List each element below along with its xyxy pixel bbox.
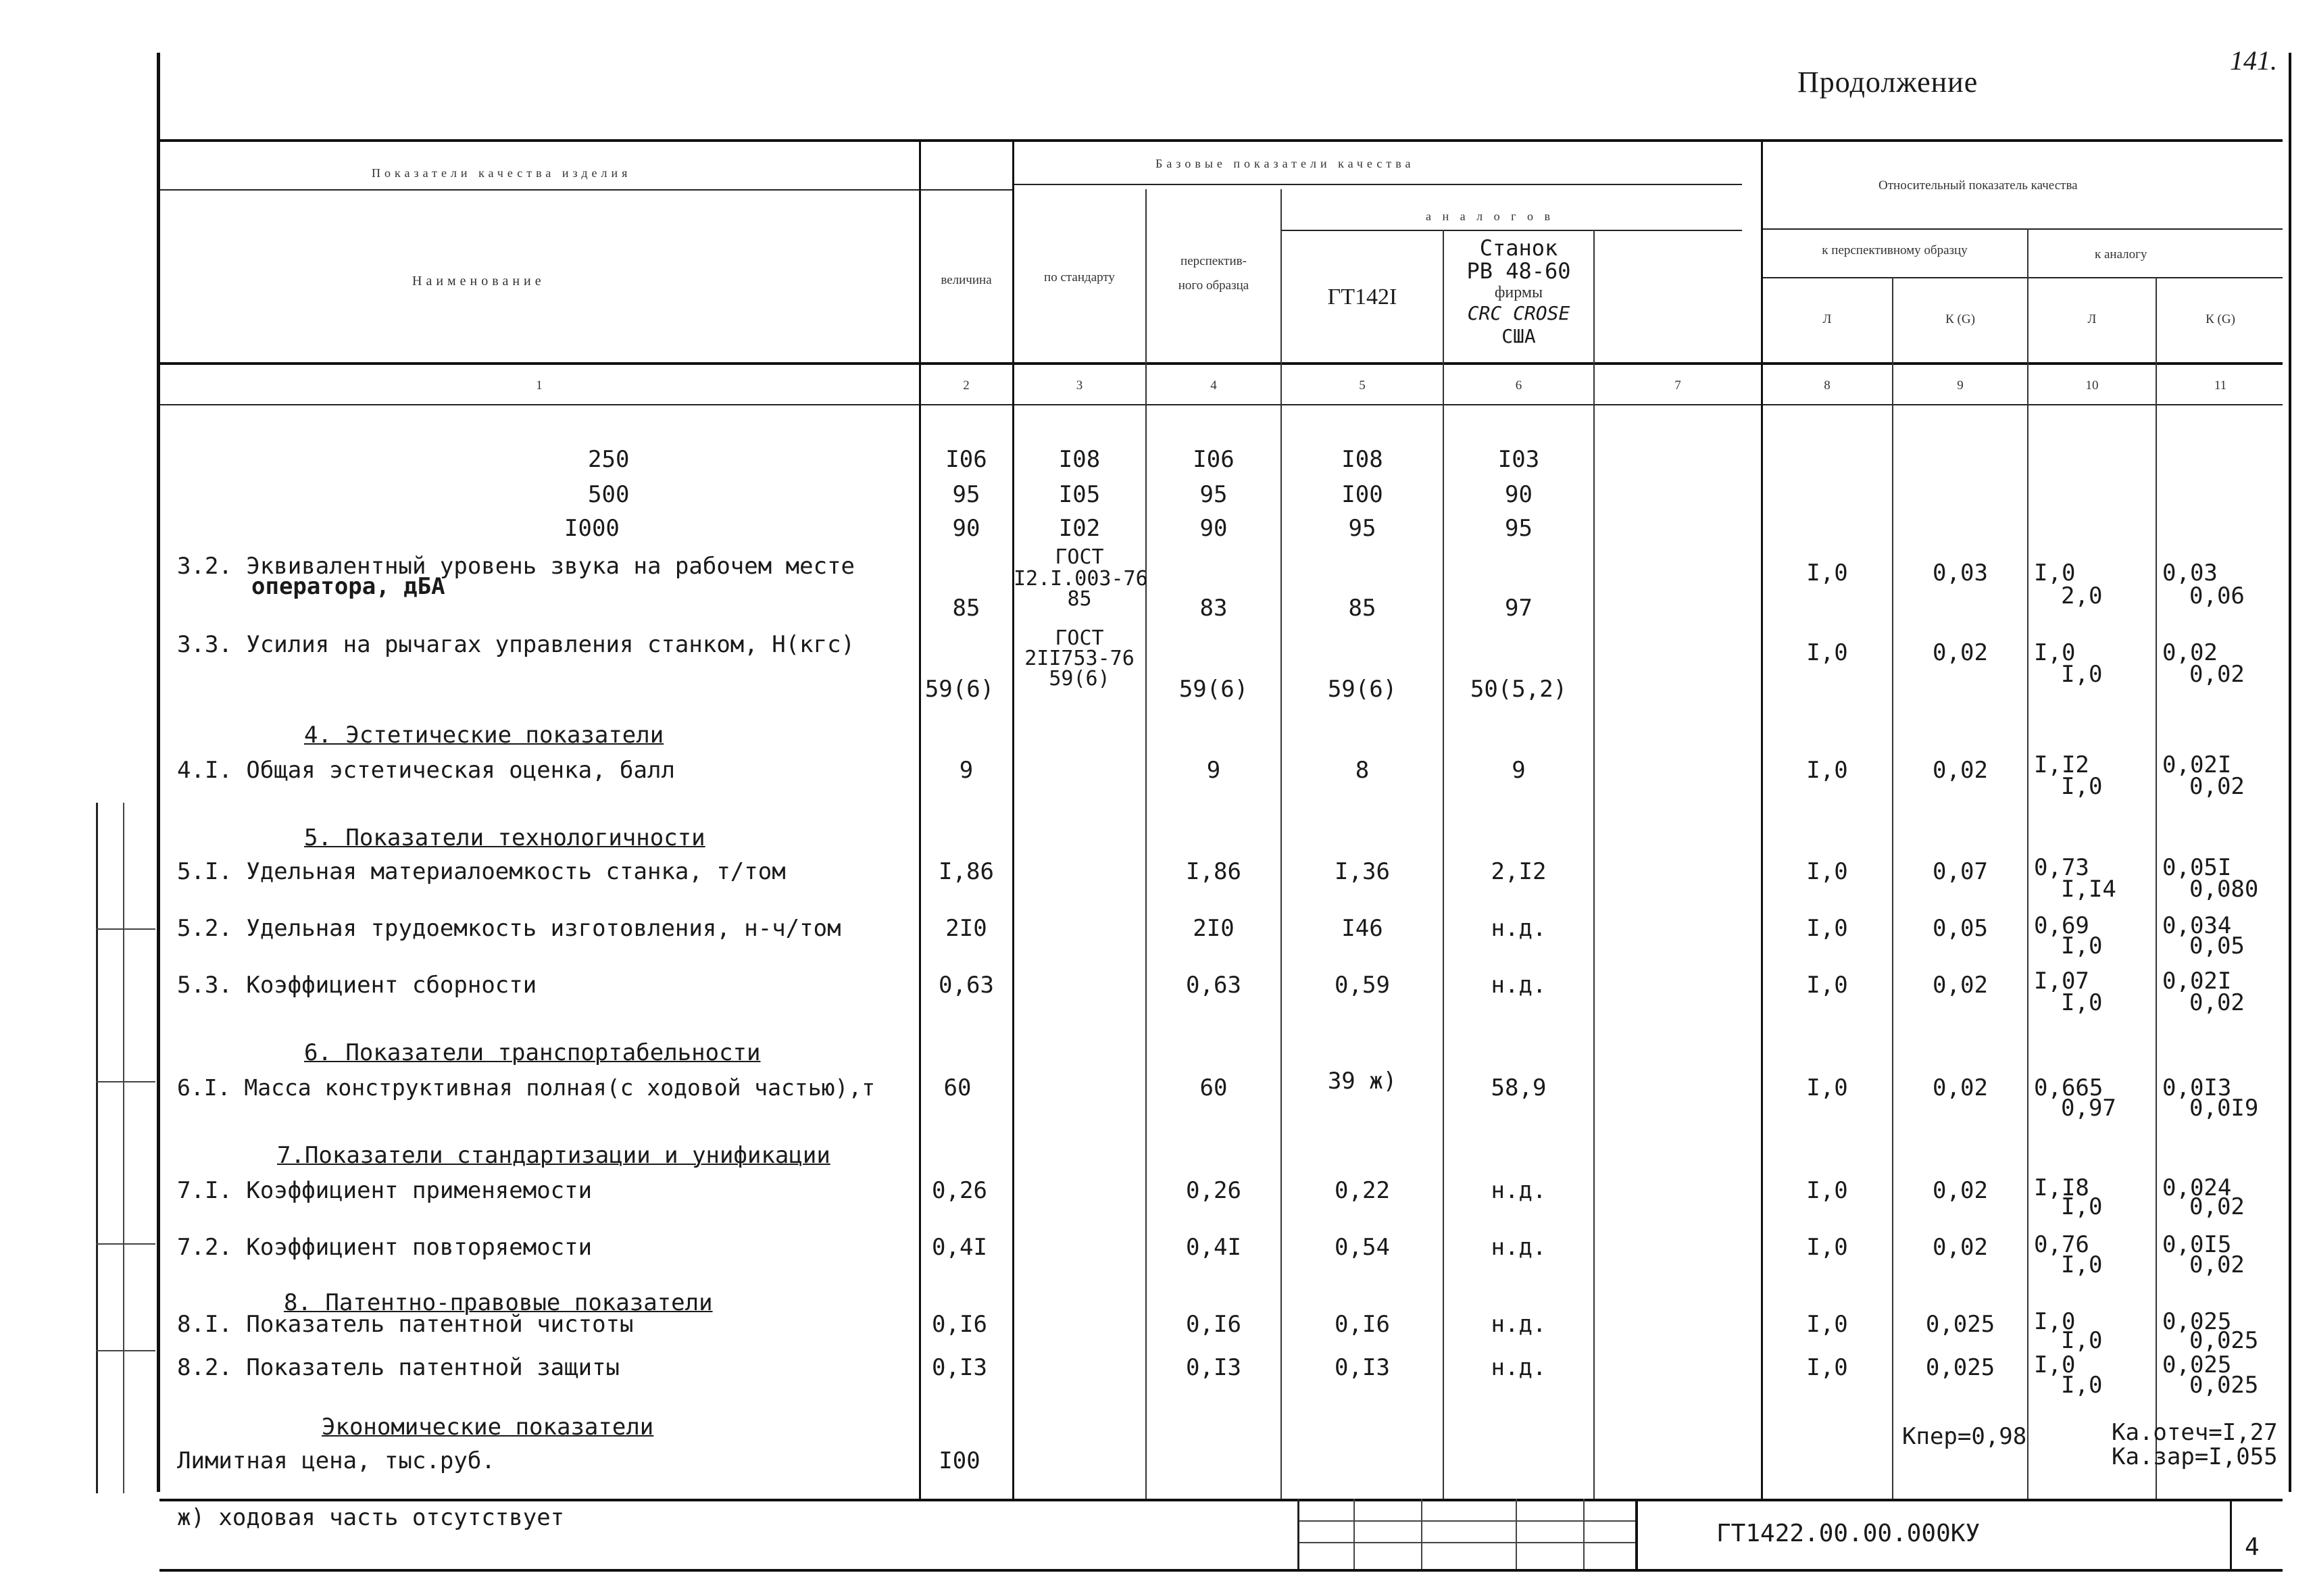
cell-lambda-a-2: I,0 (2061, 989, 2103, 1016)
cell-k-p: 0,025 (1925, 1354, 1995, 1381)
cell-analog-1: I,36 (1335, 858, 1390, 885)
cell-analog-2: н.д. (1491, 1234, 1547, 1261)
cell-lambda-a: I,I8 (2034, 1174, 2089, 1201)
cell-analog-2: н.д. (1491, 972, 1547, 999)
col-number-7: 7 (1674, 378, 1681, 393)
col-number-9: 9 (1957, 378, 1964, 393)
section-heading: Экономические показатели (322, 1414, 654, 1441)
cell-value: 0,I3 (932, 1354, 987, 1381)
cell-k-p: 0,07 (1933, 858, 1988, 885)
header-indicators-group: Показатели качества изделия (372, 166, 632, 180)
cell-analog-1: 85 (1348, 595, 1376, 622)
col-number-1: 1 (536, 378, 543, 393)
cell-analog-2: I03 (1497, 446, 1540, 473)
row-name: I000 (564, 515, 620, 542)
cell-value: 0,63 (939, 972, 994, 999)
cell-k-a: 0,02I (2162, 968, 2232, 995)
cell-lambda-p: I,0 (1806, 972, 1848, 999)
cell-k-a-2: 0,025 (2189, 1372, 2259, 1399)
cell-lambda-a-2: I,0 (2061, 773, 2103, 800)
cell-analog-1: 59(6) (1327, 676, 1397, 703)
cell-prospective: I,86 (1186, 858, 1241, 885)
header-lambda-p: Л (1822, 312, 1832, 326)
cell-k-p: 0,03 (1933, 559, 1988, 587)
row-name: 8.2. Показатель патентной защиты (177, 1354, 620, 1381)
cell-prospective: 0,I6 (1186, 1311, 1241, 1338)
cell-lambda-p: I,0 (1806, 559, 1848, 587)
col-rule-2 (919, 139, 921, 1499)
row-name: 500 (588, 481, 630, 508)
col-rule-10 (2027, 228, 2028, 1499)
cell-k-a: 0,0I3 (2162, 1074, 2232, 1101)
cell-analog-2: н.д. (1491, 1354, 1547, 1381)
row-name: 5.2. Удельная трудоемкость изготовления, н-ч/том (177, 915, 841, 942)
cell-lambda-a-2: 2,0 (2061, 582, 2103, 609)
col-rule-11 (2156, 277, 2157, 1499)
cell-lambda-a-2: I,0 (2061, 1372, 2103, 1399)
cell-lambda-a-2: I,0 (2061, 932, 2103, 959)
cell-standard: 85 (1067, 587, 1092, 611)
cell-analog-1: 0,59 (1335, 972, 1390, 999)
cell-analog-1: I00 (1341, 481, 1383, 508)
cell-analog-2: 97 (1505, 595, 1533, 622)
cell-lambda-a: I,0 (2034, 559, 2076, 587)
col-number-11: 11 (2214, 378, 2227, 393)
col-number-10: 10 (2085, 378, 2099, 393)
cell-standard-label: ГОСТ (1055, 545, 1104, 569)
header-by-standard: по стандарту (1044, 270, 1115, 284)
cell-lambda-p: I,0 (1806, 639, 1848, 666)
header-analogs: а н а л о г о в (1426, 209, 1554, 223)
stamp-grid (1297, 1499, 1637, 1569)
cell-value: 90 (952, 515, 980, 542)
cell-lambda-a: 0,69 (2034, 912, 2089, 939)
cell-analog-1: 0,22 (1335, 1177, 1390, 1204)
cell-value: 9 (959, 757, 974, 784)
cell-lambda-p: I,0 (1806, 1074, 1848, 1101)
header-k-p: К (G) (1945, 312, 1975, 326)
header-analog-2-line2: РВ 48-60 (1466, 258, 1571, 284)
header-analog-2-line1: Станок (1479, 235, 1558, 261)
cell-prospective: 2I0 (1193, 915, 1235, 942)
col-rule-8 (1761, 139, 1763, 1499)
cell-standard: I05 (1058, 481, 1101, 508)
cell-prospective: 0,4I (1186, 1234, 1241, 1261)
cell-analog-1: 0,I3 (1335, 1354, 1390, 1381)
page-title: Продолжение (1797, 66, 1978, 99)
relative-sub-rule (1761, 277, 2283, 278)
cell-k-p: 0,02 (1933, 757, 1988, 784)
header-prospective-2: ного образца (1178, 278, 1249, 293)
total-ka-domestic: Ка.отеч=I,27 (2112, 1419, 2278, 1446)
relative-rule (1761, 228, 2283, 230)
cell-analog-2: 50(5,2) (1470, 676, 1568, 703)
cell-value: I00 (939, 1447, 980, 1474)
cell-analog-2: 90 (1505, 481, 1533, 508)
cell-analog-2: 95 (1505, 515, 1533, 542)
page-number: 141. (2230, 45, 2277, 76)
cell-analog-2: н.д. (1491, 915, 1547, 942)
page-bottom-rule (159, 1569, 2283, 1572)
header-prospective-1: перспектив- (1180, 254, 1247, 268)
header-analog-2-line5: США (1501, 325, 1536, 347)
header-value: величина (941, 273, 992, 287)
cell-lambda-a-2: I,0 (2061, 1251, 2103, 1278)
row-name: 5.3. Коэффициент сборности (177, 972, 537, 999)
col-number-2: 2 (963, 378, 970, 393)
cell-lambda-p: I,0 (1806, 1234, 1848, 1261)
cell-lambda-a: I,0 (2034, 639, 2076, 666)
cell-lambda-p: I,0 (1806, 1311, 1848, 1338)
cell-lambda-p: I,0 (1806, 1177, 1848, 1204)
cell-k-a: 0,02I (2162, 751, 2232, 778)
cell-lambda-p: I,0 (1806, 915, 1848, 942)
col-number-8: 8 (1824, 378, 1831, 393)
cell-lambda-a-2: I,0 (2061, 1193, 2103, 1220)
cell-analog-2: 9 (1512, 757, 1526, 784)
cell-k-a-2: 0,080 (2189, 876, 2259, 903)
cell-value: 85 (952, 595, 980, 622)
cell-prospective: 95 (1199, 481, 1228, 508)
cell-k-a: 0,02 (2162, 639, 2218, 666)
header-to-analog: к аналогу (2095, 247, 2147, 261)
cell-k-a-2: 0,02 (2189, 661, 2245, 688)
cell-standard-code: 2II753-76 (1024, 647, 1135, 670)
table-bottom-rule (159, 1499, 2283, 1501)
cell-lambda-a-2: I,0 (2061, 661, 2103, 688)
section-heading: 6. Показатели транспортабельности (304, 1039, 761, 1066)
row-name: 3.3. Усилия на рычагах управления станком, Н(кгс) (177, 631, 855, 658)
header-base-group: Базовые показатели качества (1155, 157, 1415, 170)
cell-analog-1: 95 (1348, 515, 1376, 542)
col-number-3: 3 (1076, 378, 1083, 393)
section-heading: 7.Показатели стандартизации и унификации (277, 1142, 830, 1169)
cell-prospective: 0,26 (1186, 1177, 1241, 1204)
cell-prospective: 60 (1199, 1074, 1228, 1101)
binding-stamp-strip (96, 803, 155, 1493)
col-number-5: 5 (1359, 378, 1366, 393)
analogs-rule (1280, 230, 1742, 231)
header-relative-group: Относительный показатель качества (1878, 178, 2078, 193)
row-name: 7.2. Коэффициент повторяемости (177, 1234, 593, 1261)
cell-k-a-2: 0,02 (2189, 989, 2245, 1016)
cell-k-a-2: 0,02 (2189, 773, 2245, 800)
cell-lambda-a: I,0 (2034, 1351, 2076, 1378)
header-to-prospective: к перспективному образцу (1822, 243, 1968, 257)
cell-standard: 59(6) (1049, 667, 1110, 691)
footnote: ж) ходовая часть отсутствует (177, 1504, 565, 1531)
header-k-a: К (G) (2206, 312, 2235, 326)
cell-lambda-a: 0,76 (2034, 1231, 2089, 1258)
cell-lambda-a: 0,73 (2034, 854, 2089, 881)
cell-k-a-2: 0,025 (2189, 1327, 2259, 1354)
cell-k-a-2: 0,02 (2189, 1193, 2245, 1220)
cell-analog-2: 58,9 (1491, 1074, 1547, 1101)
numbers-rule (159, 404, 2283, 405)
row-name: 250 (588, 446, 630, 473)
cell-value: 60 (943, 1074, 972, 1101)
cell-prospective: 9 (1206, 757, 1221, 784)
cell-k-a-2: 0,0I9 (2189, 1095, 2259, 1122)
cell-lambda-a: I,0 (2034, 1308, 2076, 1335)
row-name: 6.I. Масса конструктивная полная(с ходовой частью),т (177, 1074, 876, 1101)
section-heading: 5. Показатели технологичности (304, 824, 705, 851)
cell-prospective: 0,I3 (1186, 1354, 1241, 1381)
cell-value: I06 (945, 446, 987, 473)
cell-analog-2: н.д. (1491, 1177, 1547, 1204)
cell-k-p: 0,025 (1925, 1311, 1995, 1338)
cell-k-a: 0,05I (2162, 854, 2232, 881)
cell-lambda-a-2: I,I4 (2061, 876, 2116, 903)
col-rule-7 (1593, 230, 1595, 1499)
cell-k-p: 0,02 (1933, 972, 1988, 999)
cell-value: I,86 (939, 858, 994, 885)
cell-analog-1: 8 (1355, 757, 1370, 784)
header-top-rule (159, 139, 2283, 142)
header-analog-1: ГТ142I (1327, 284, 1397, 309)
group-rule-mid (1012, 184, 1742, 185)
row-name: 8.I. Показатель патентной чистоты (177, 1311, 634, 1338)
header-bottom-rule (159, 362, 2283, 365)
title-block-divider (1635, 1499, 1638, 1569)
cell-lambda-a: 0,665 (2034, 1074, 2104, 1101)
cell-prospective: 0,63 (1186, 972, 1241, 999)
cell-value: 0,I6 (932, 1311, 987, 1338)
group-rule-left (159, 189, 1012, 191)
cell-standard-code: I2.I.003-76 (1014, 567, 1148, 591)
total-k-per: Кпер=0,98 (1902, 1423, 2027, 1450)
sheet-divider (2230, 1499, 2232, 1569)
cell-prospective: 90 (1199, 515, 1228, 542)
cell-k-p: 0,05 (1933, 915, 1988, 942)
cell-k-p: 0,02 (1933, 1234, 1988, 1261)
row-name: 7.I. Коэффициент применяемости (177, 1177, 593, 1204)
cell-analog-1: 0,I6 (1335, 1311, 1390, 1338)
cell-value: 95 (952, 481, 980, 508)
cell-prospective: 83 (1199, 595, 1228, 622)
cell-k-a-2: 0,06 (2189, 582, 2245, 609)
cell-value: 0,4I (932, 1234, 987, 1261)
cell-standard: I08 (1058, 446, 1101, 473)
col-rule-3 (1012, 139, 1014, 1499)
header-lambda-a: Л (2087, 312, 2097, 326)
header-analog-2-line4: CRC CROSE (1467, 302, 1570, 324)
cell-lambda-p: I,0 (1806, 757, 1848, 784)
cell-k-a-2: 0,05 (2189, 932, 2245, 959)
document-code: ГТ1422.00.00.000КУ (1716, 1520, 1981, 1547)
cell-prospective: I06 (1193, 446, 1235, 473)
row-name-continued: оператора, дБА (251, 573, 445, 600)
header-name: Наименование (412, 274, 545, 289)
cell-analog-2: н.д. (1491, 1311, 1547, 1338)
cell-value: 59(6) (924, 676, 995, 703)
row-name: 5.I. Удельная материалоемкость станка, т/том (177, 858, 786, 885)
cell-lambda-p: I,0 (1806, 858, 1848, 885)
row-name: Лимитная цена, тыс.руб. (177, 1447, 495, 1474)
cell-value: 0,26 (932, 1177, 987, 1204)
cell-k-p: 0,02 (1933, 639, 1988, 666)
cell-analog-1: I46 (1341, 915, 1383, 942)
col-number-4: 4 (1210, 378, 1217, 393)
cell-k-a: 0,024 (2162, 1174, 2232, 1201)
cell-lambda-a-2: 0,97 (2061, 1095, 2116, 1122)
cell-k-a-2: 0,02 (2189, 1251, 2245, 1278)
section-heading: 8. Патентно-правовые показатели (284, 1289, 713, 1316)
section-heading: 4. Эстетические показатели (304, 722, 664, 749)
cell-value: 2I0 (945, 915, 987, 942)
cell-lambda-a: I,I2 (2034, 751, 2089, 778)
cell-analog-2: 2,I2 (1491, 858, 1547, 885)
cell-lambda-p: I,0 (1806, 1354, 1848, 1381)
cell-lambda-a-2: I,0 (2061, 1327, 2103, 1354)
cell-lambda-a: I,07 (2034, 968, 2089, 995)
cell-standard: I02 (1058, 515, 1101, 542)
cell-k-p: 0,02 (1933, 1177, 1988, 1204)
cell-analog-1: I08 (1341, 446, 1383, 473)
row-name: 3.2. Эквивалентный уровень звука на рабочем месте (177, 553, 855, 580)
cell-analog-1: 0,54 (1335, 1234, 1390, 1261)
cell-standard-label: ГОСТ (1055, 626, 1104, 650)
cell-k-a: 0,034 (2162, 912, 2232, 939)
cell-prospective: 59(6) (1178, 676, 1249, 703)
total-ka-foreign: Ка.зар=I,055 (2112, 1443, 2278, 1470)
col-number-6: 6 (1515, 378, 1522, 393)
row-name: 4.I. Общая эстетическая оценка, балл (177, 757, 675, 784)
cell-k-a: 0,025 (2162, 1351, 2232, 1378)
cell-k-p: 0,02 (1933, 1074, 1988, 1101)
sheet-number: 4 (2245, 1533, 2260, 1561)
cell-k-a: 0,0I5 (2162, 1231, 2232, 1258)
header-analog-2-line3: фирмы (1494, 284, 1543, 301)
cell-k-a: 0,025 (2162, 1308, 2232, 1335)
cell-k-a: 0,03 (2162, 559, 2218, 587)
cell-analog-1: 39 ж) (1327, 1068, 1397, 1095)
